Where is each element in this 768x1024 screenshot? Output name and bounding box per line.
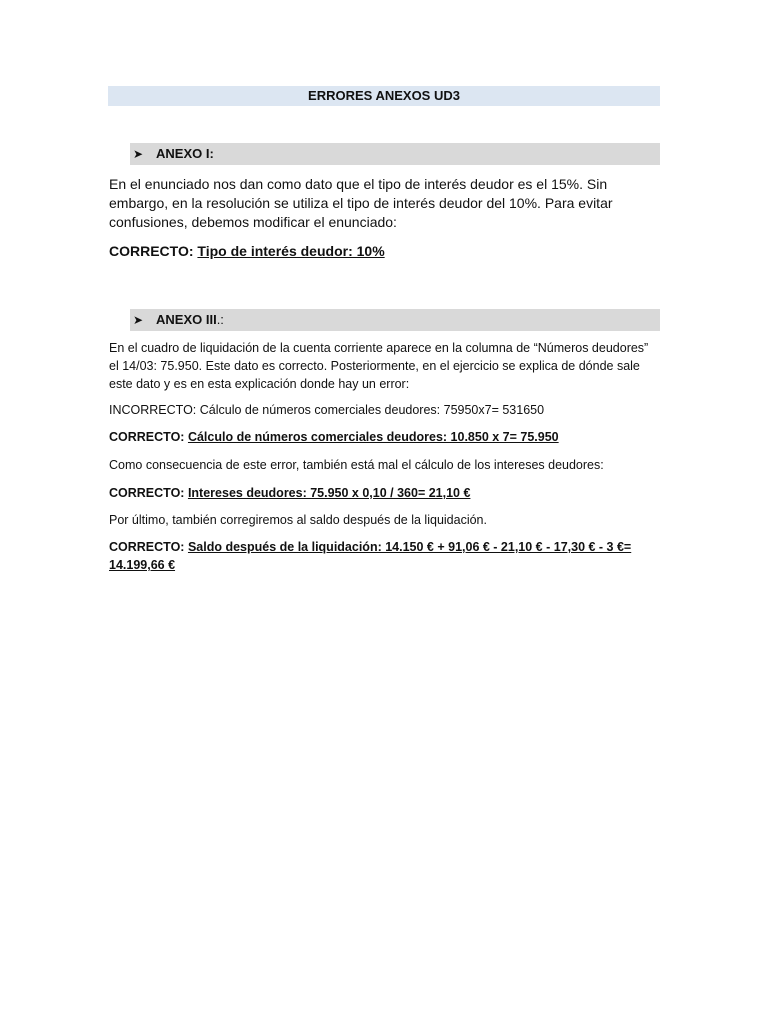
- annex-3-correct-line-3: [109, 538, 661, 574]
- correct-prefix: CORRECTO:: [109, 486, 185, 500]
- annex-3-heading-bar: [130, 309, 660, 331]
- annex-3-heading-suffix: .:: [216, 312, 224, 327]
- annex-3-correct-text-2: Intereses deudores: 75.950 x 0,10 / 360= 21,10 €: [187, 486, 471, 500]
- annex-1-heading: ANEXO I:: [156, 146, 214, 161]
- annex-1-correct-line: [109, 242, 661, 261]
- annex-3-heading: [156, 309, 224, 331]
- arrowhead-bullet-icon: ➤: [133, 147, 144, 161]
- arrowhead-bullet-icon: ➤: [133, 313, 144, 327]
- annex-3-paragraph: En el cuadro de liquidación de la cuenta corriente aparece en la columna de “Números deudores” el 14/03: 75.950. Este dato es correcto. Posteriormente, en el ejercicio se explica de dónde sale este dato y es en esta explicación donde hay un error:: [109, 341, 649, 391]
- annex-3-consequence: Como consecuencia de este error, también está mal el cálculo de los intereses deudores:: [109, 458, 604, 472]
- annex-1-correct-text: Tipo de interés deudor: 10%: [197, 243, 385, 259]
- correct-prefix: CORRECTO:: [109, 243, 194, 259]
- annex-3-finally: Por último, también corregiremos al saldo después de la liquidación.: [109, 513, 487, 527]
- annex-3-correct-line-1: [109, 428, 661, 446]
- annex-3-heading-text: ANEXO III: [156, 312, 217, 327]
- annex-3-correct-text-3: Saldo después de la liquidación: 14.150 € + 91,06 € - 21,10 € - 17,30 € - 3 €= 14.199,66 €: [109, 540, 632, 572]
- annex-1-heading-bar: [130, 143, 660, 165]
- annex-3-correct-text-1: Cálculo de números comerciales deudores: 10.850 x 7= 75.950: [187, 430, 559, 444]
- correct-prefix: CORRECTO:: [109, 430, 185, 444]
- annex-3-incorrect-line: INCORRECTO: Cálculo de números comerciales deudores: 75950x7= 531650: [109, 403, 545, 417]
- document-title: ERRORES ANEXOS UD3: [108, 86, 660, 106]
- annex-1-paragraph: En el enunciado nos dan como dato que el tipo de interés deudor es el 15%. Sin embargo, en la resolución se utiliza el tipo de interés deudor del 10%. Para evitar confusiones, debemos modificar el enunciado:: [109, 176, 613, 230]
- annex-3-correct-line-2: [109, 484, 661, 502]
- correct-prefix: CORRECTO:: [109, 540, 185, 554]
